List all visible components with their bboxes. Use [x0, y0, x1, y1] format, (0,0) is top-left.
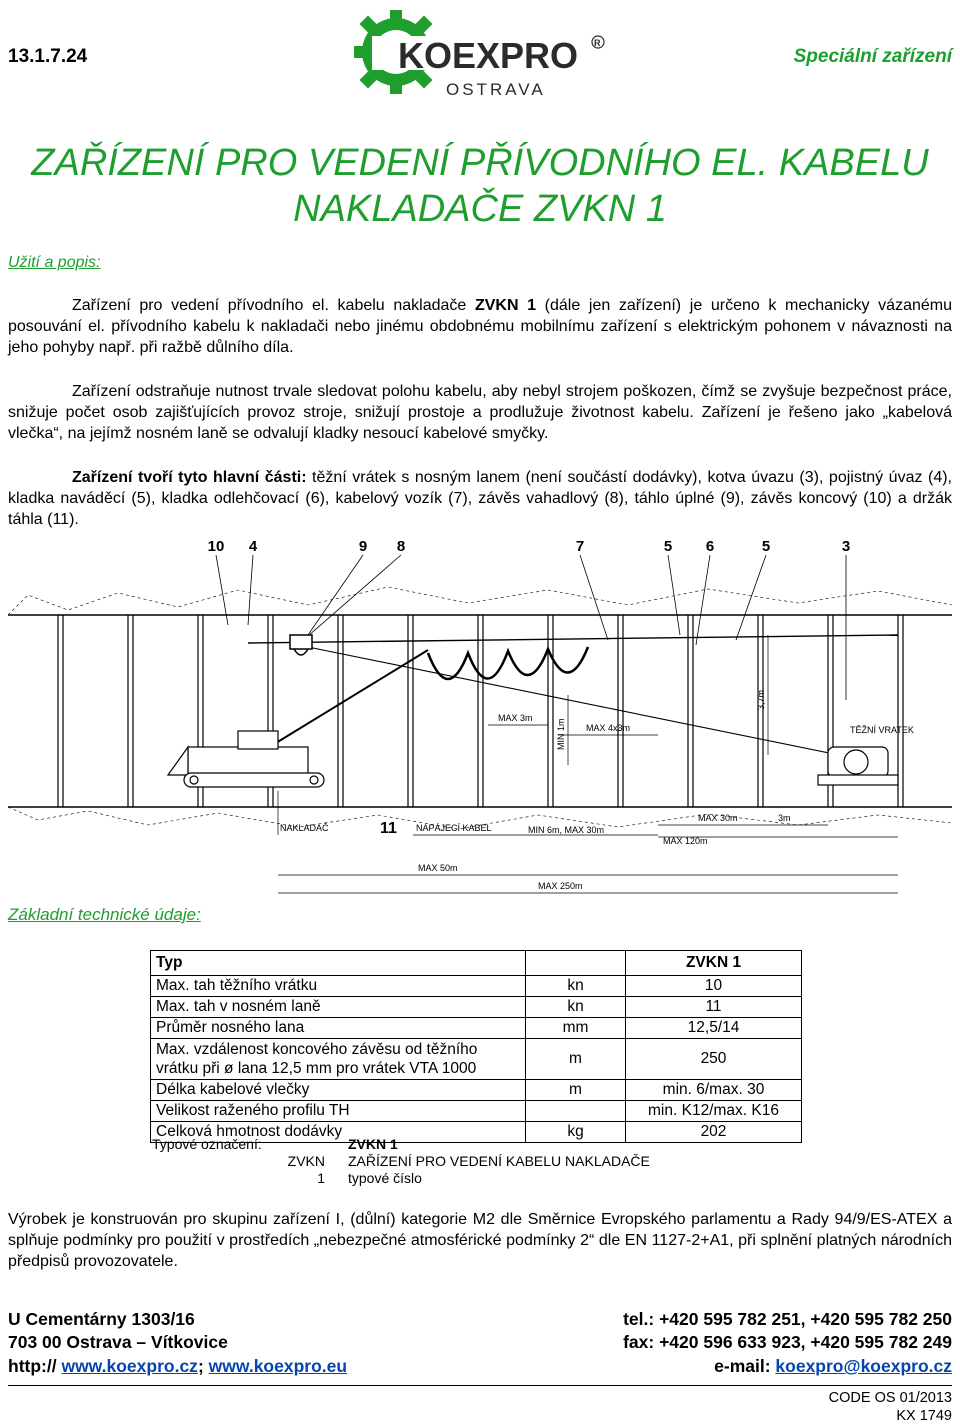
- footer-code-1: CODE OS 01/2013: [828, 1390, 952, 1406]
- spec-value: 12,5/14: [626, 1018, 802, 1039]
- label-max-50m: MAX 50m: [418, 863, 458, 873]
- table-row: [151, 997, 802, 1018]
- label-tezni-vratek: TĚŽNÍ VRATEK: [850, 725, 914, 735]
- spec-value: 250: [626, 1039, 802, 1080]
- dimension-labels: [278, 635, 914, 893]
- type-code-number: 1: [317, 1170, 325, 1186]
- footer-code-2: KX 1749: [896, 1408, 952, 1424]
- spec-table-header: [151, 951, 802, 976]
- part-numbers: [208, 538, 851, 555]
- label-min6-max30: MIN 6m, MAX 30m: [528, 825, 605, 835]
- spec-name: Velikost raženého profilu TH: [151, 1101, 526, 1122]
- footer-email-prefix: e-mail:: [714, 1356, 776, 1376]
- p3-text: těžní vrátek s nosným lanem (není součástí dodávky), kotva úvazu (3), pojistný úvaz (4), kladka naváděcí (5), kladka odlehčovací (6), kabelový vozík (7), závěs vahadlový (8), táhlo úplné (9), závěs koncový (10) a držák táhla (11).: [8, 469, 952, 528]
- description-paragraph-3: [8, 467, 952, 530]
- part-number-11: 11: [380, 820, 397, 837]
- label-max-250m: MAX 250m: [538, 881, 583, 891]
- email-link[interactable]: koexpro@koexpro.cz: [775, 1356, 952, 1376]
- technical-drawing: [8, 535, 952, 910]
- document-category: Speciální zařízení: [793, 46, 952, 67]
- table-row: [151, 976, 802, 997]
- spec-unit: m: [526, 1080, 626, 1101]
- spec-name: Celková hmotnost dodávky: [151, 1122, 526, 1143]
- document-number: 13.1.7.24: [8, 46, 88, 67]
- table-row: [151, 1018, 802, 1039]
- part-number-6: 6: [705, 538, 715, 555]
- footer-fax: fax: +420 596 633 923, +420 595 782 249: [623, 1332, 952, 1352]
- label-max-30m: MAX 30m: [698, 813, 738, 823]
- label-max-3m: MAX 3m: [498, 713, 533, 723]
- website-link-eu[interactable]: www.koexpro.eu: [208, 1356, 348, 1376]
- part-number-8: 8: [396, 538, 406, 555]
- closing-paragraph: Výrobek je konstruován pro skupinu zařízení I, (důlní) kategorie M2 dle Směrnice Evropského parlamentu a Rady 94/9/ES-ATEX a splňuje podmínky pro použití v prostředích „nebezpečné atmosférické podmínky 2“ dle EN 1127-2+A1, při splnění platných národních předpisů provozovatele.: [8, 1211, 952, 1270]
- logo-text: KOEXPRO: [398, 35, 579, 76]
- spec-table: [150, 950, 802, 1143]
- winch-machine: [818, 747, 898, 785]
- part-number-7: 7: [575, 538, 585, 555]
- usage-heading: Užití a popis:: [8, 254, 101, 271]
- type-meaning-number: typové číslo: [348, 1170, 422, 1186]
- spec-header-unit: [526, 951, 626, 976]
- type-code-zvkn: ZVKN: [287, 1153, 325, 1169]
- p1-product-code: ZVKN 1: [474, 297, 537, 314]
- spec-value: 202: [626, 1122, 802, 1143]
- part-number-5b: 5: [761, 538, 771, 555]
- spec-value: min. 6/max. 30: [626, 1080, 802, 1101]
- table-row: [151, 1039, 802, 1080]
- label-min-1m: MIN 1m: [556, 718, 566, 750]
- label-nakladac: NAKLADAČ: [280, 823, 329, 833]
- type-meaning-zvkn: ZAŘÍZENÍ PRO VEDENÍ KABELU NAKLADAČE: [348, 1153, 650, 1169]
- type-designation-label: Typové označení:: [152, 1136, 262, 1152]
- tech-data-heading: Základní technické údaje:: [8, 905, 201, 924]
- footer-web-separator: ;: [197, 1356, 209, 1376]
- koexpro-logo: [352, 6, 612, 106]
- loader-machine: [168, 731, 324, 787]
- part-number-9: 9: [358, 538, 368, 555]
- table-row: [151, 1101, 802, 1122]
- label-max-4x3m: MAX 4x3m: [586, 723, 631, 733]
- footer-divider: [8, 1385, 952, 1386]
- spec-unit: kn: [526, 997, 626, 1018]
- part-number-5a: 5: [663, 538, 673, 555]
- registered-mark: R: [594, 38, 601, 48]
- part-number-4: 4: [248, 538, 258, 555]
- spec-name: Délka kabelové vlečky: [151, 1080, 526, 1101]
- spec-unit: kn: [526, 976, 626, 997]
- spec-value: 10: [626, 976, 802, 997]
- part-number-10: 10: [207, 538, 225, 555]
- footer-row-2: [8, 1332, 952, 1353]
- spec-name: Max. tah v nosném laně: [151, 997, 526, 1018]
- label-height-3-7m: 3,7m: [756, 689, 766, 710]
- part-number-3: 3: [841, 538, 851, 555]
- website-link-cz[interactable]: www.koexpro.cz: [61, 1356, 198, 1376]
- spec-name: Max. vzdálenost koncového závěsu od těžního vrátku při ø lana 12,5 mm pro vrátek VTA 1000: [151, 1039, 526, 1080]
- table-row: [151, 1080, 802, 1101]
- logo-subtext: OSTRAVA: [446, 80, 546, 99]
- footer-tel: tel.: +420 595 782 251, +420 595 782 250: [623, 1309, 952, 1329]
- spec-unit: m: [526, 1039, 626, 1080]
- spec-unit: kg: [526, 1122, 626, 1143]
- spec-value: 11: [626, 997, 802, 1018]
- spec-value: min. K12/max. K16: [626, 1101, 802, 1122]
- spec-name: Průměr nosného lana: [151, 1018, 526, 1039]
- type-designation-value: ZVKN 1: [348, 1136, 398, 1152]
- description-paragraph-2: [8, 381, 952, 444]
- spec-name: Max. tah těžního vrátku: [151, 976, 526, 997]
- title-line-2: NAKLADAČE ZVKN 1: [293, 188, 667, 230]
- title-line-1: ZAŘÍZENÍ PRO VEDENÍ PŘÍVODNÍHO EL. KABELU: [31, 142, 929, 184]
- cable-car: [290, 635, 312, 655]
- spec-header-model: ZVKN 1: [626, 951, 802, 976]
- footer-address-2: 703 00 Ostrava – Vítkovice: [8, 1332, 228, 1352]
- spec-unit: mm: [526, 1018, 626, 1039]
- p1-text-c: (dále jen zařízení) je určeno k mechanicky vázanému posouvání el. přívodního kabelu k nakladači nebo jinému obdobnému mobilnímu zařízení s elektrickým pohonem v návaznosti na jeho pohyby např. při ražbě důlního díla.: [8, 297, 952, 356]
- p2-text: Zařízení odstraňuje nutnost trvale sledovat polohu kabelu, aby nebyl strojem poškozen, čímž se zvyšuje bezpečnost práce, snižuje počet osob zajišťujících provoz stroje, snižují prostoje a prodlužuje životnost kabelu. Zařízení je řešeno jako „kabelová vlečka“, na jejímž nosném laně se odvalují kladky nesoucí kabelové smyčky.: [8, 383, 952, 442]
- spec-header-type: Typ: [151, 951, 526, 976]
- p1-text-a: Zařízení pro vedení přívodního el. kabelu nakladače: [72, 297, 475, 314]
- label-napajeci-kabel: NAPÁJECÍ KABEL: [416, 823, 492, 833]
- description-paragraph-1: [8, 295, 952, 358]
- label-max-120m: MAX 120m: [663, 836, 708, 846]
- spec-unit: [526, 1101, 626, 1122]
- footer-row-3: [8, 1356, 952, 1377]
- footer-row-1: [8, 1309, 952, 1330]
- footer-web-prefix: http://: [8, 1356, 62, 1376]
- footer-address-1: U Cementárny 1303/16: [8, 1309, 195, 1329]
- page-title: [0, 140, 960, 232]
- label-3m: 3m: [778, 813, 791, 823]
- p3-heading: Zařízení tvoří tyto hlavní části:: [72, 469, 307, 486]
